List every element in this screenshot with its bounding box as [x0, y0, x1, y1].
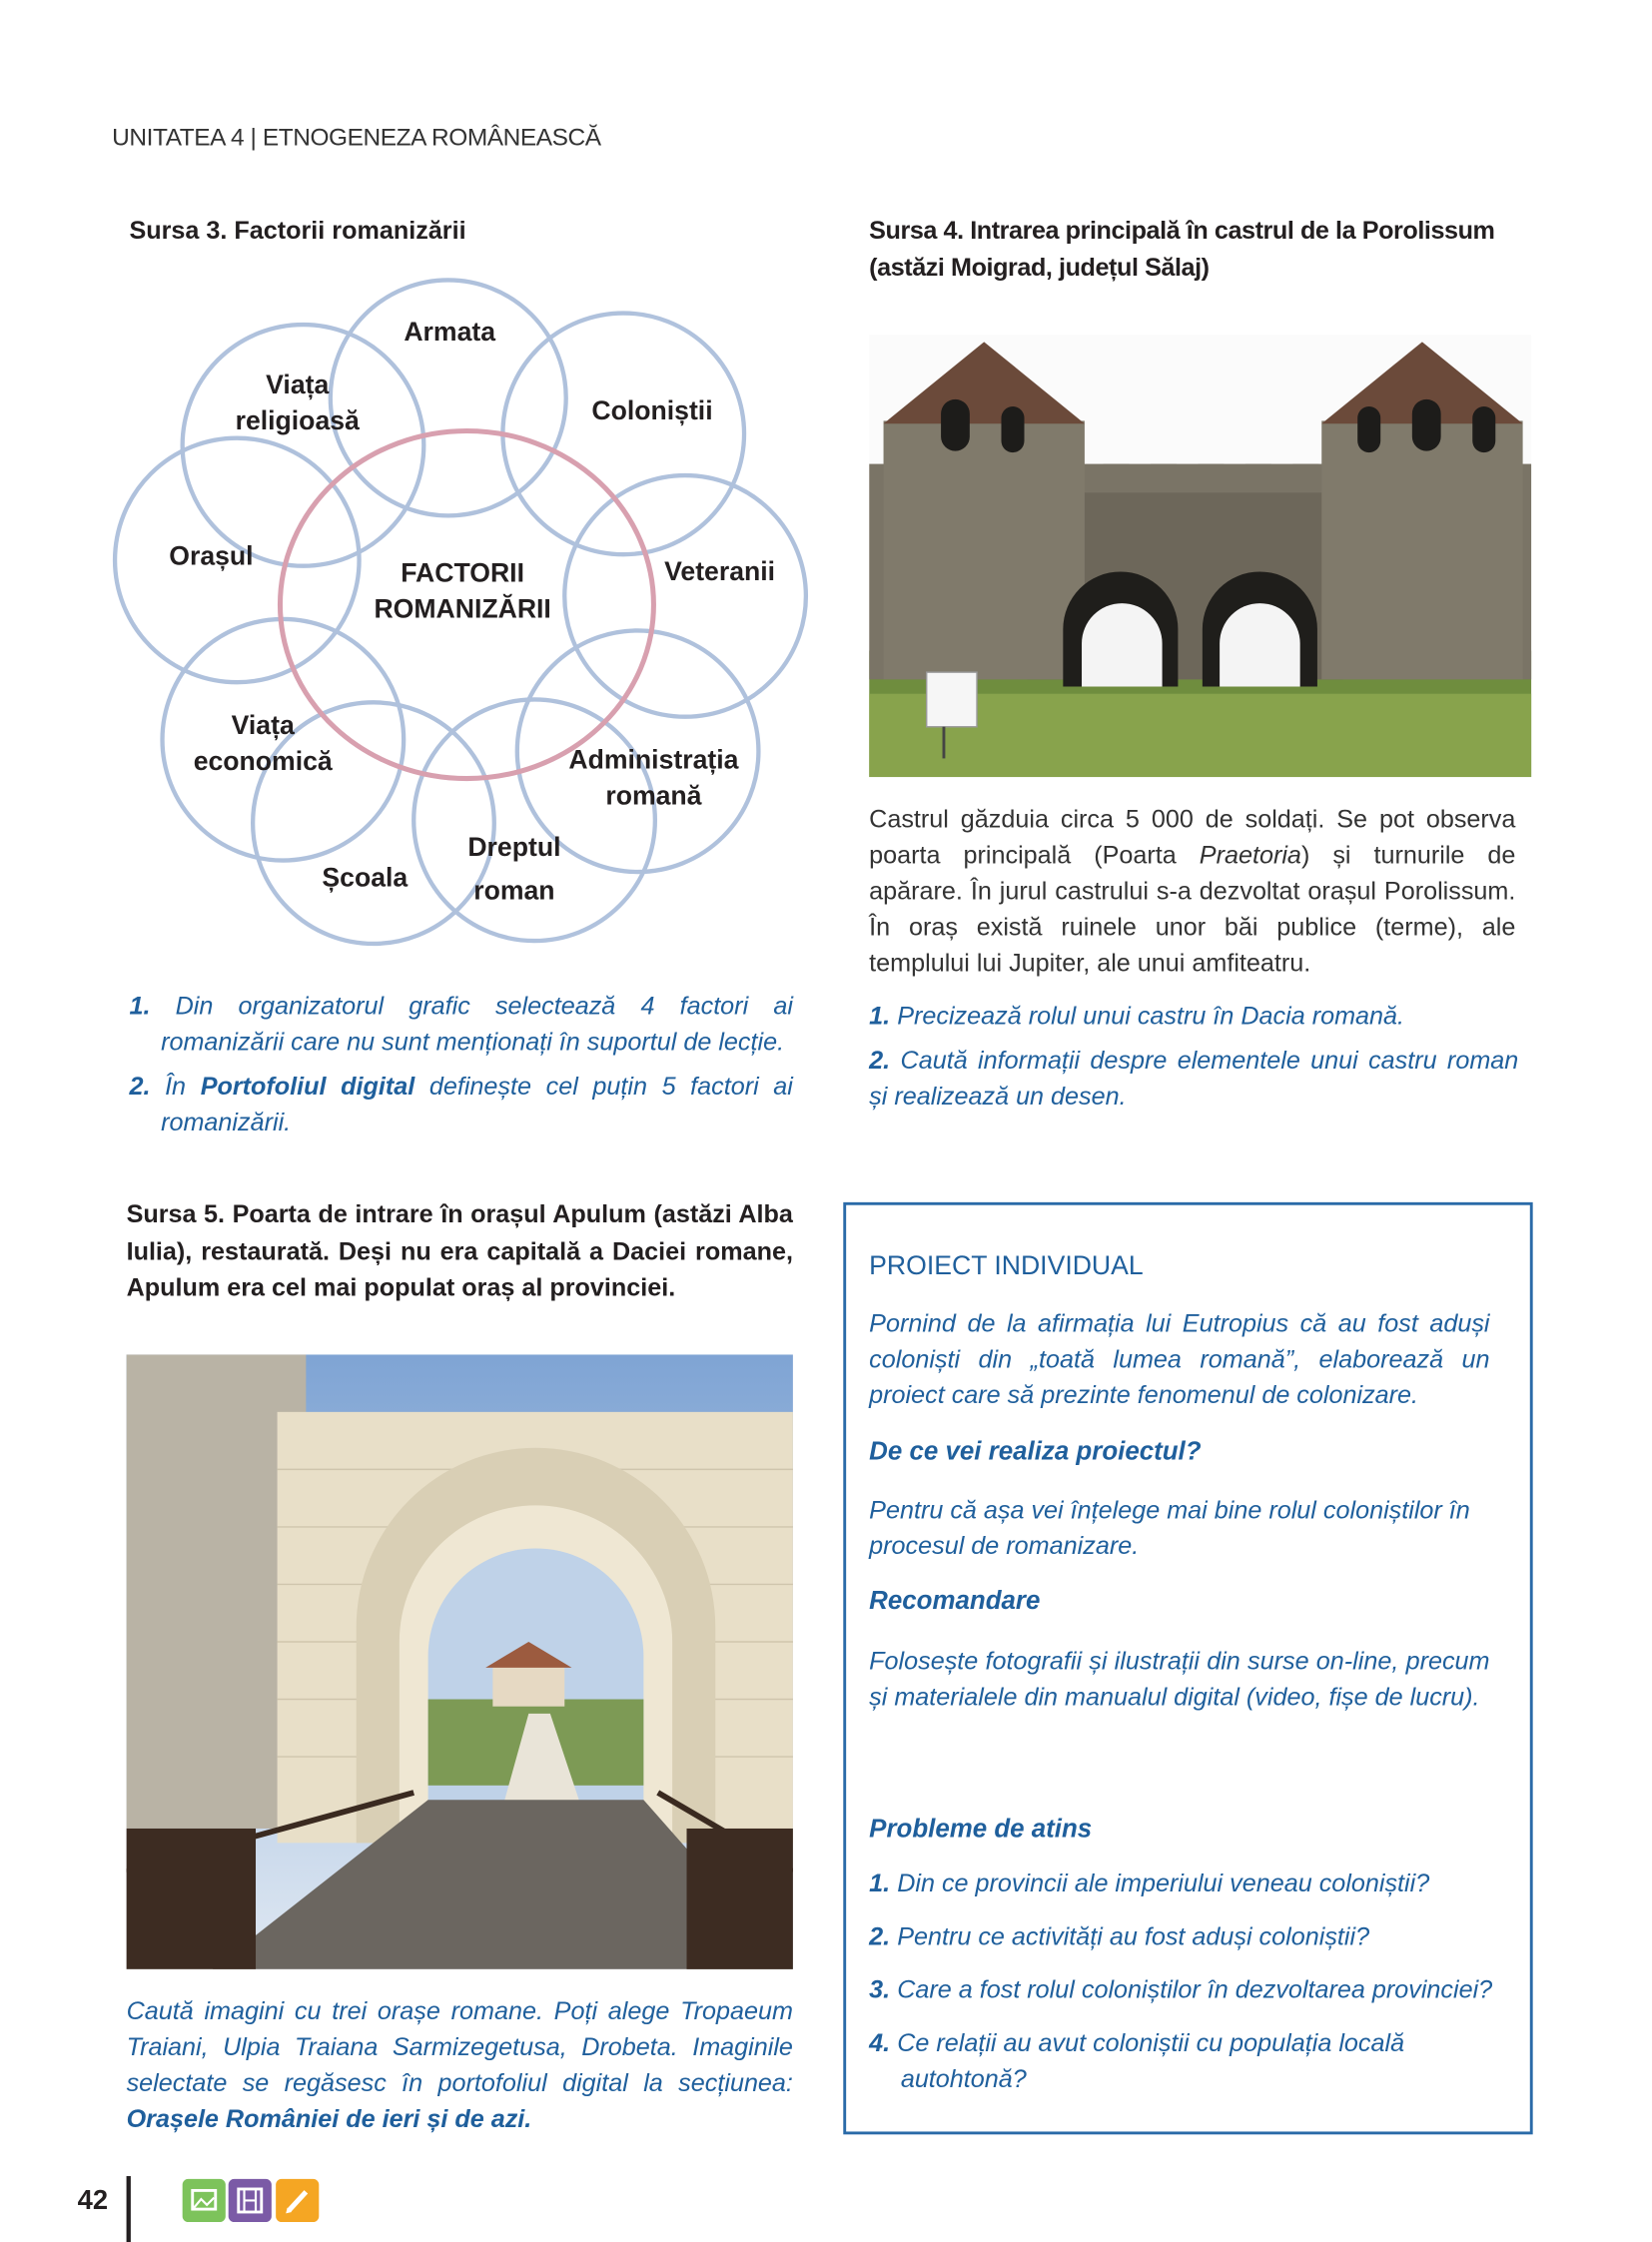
why-heading: De ce vei realiza proiectul?	[869, 1436, 1202, 1466]
question-item: 1. Din organizatorul grafic selectează 4 factori ai romanizării care nu sunt menționați în suportul de lecție.	[129, 991, 793, 1057]
recommendation-text: Folosește fotografii și ilustrații din surse on-line, precum și materialele din manualul digital (video, fișe de lucru).	[869, 1646, 1490, 1712]
porolissum-gate-photo	[869, 335, 1531, 777]
pencil-icon[interactable]	[276, 2179, 319, 2222]
problem-item: 2. Pentru ce activități au fost aduși coloniștii?	[869, 1921, 1370, 1951]
image-icon[interactable]	[183, 2179, 226, 2222]
source5-caption: Caută imagini cu trei orașe romane. Poți alege Tropaeum Traiani, Ulpia Traiana Sarmizegetusa, Drobeta. Imaginile selectate se regăsesc în portofoliul digital la secțiunea: Orașele României de ieri și de azi.	[126, 1996, 793, 2133]
portfolio-link[interactable]: Portofoliul digital	[200, 1071, 415, 1101]
circle-colonistii	[502, 314, 744, 555]
problems-list	[869, 1866, 1501, 2114]
question-item: 2. Caută informații despre elementele unui castru roman și realizează un desen.	[869, 1046, 1519, 1111]
project-intro: Pornind de la afirmația lui Eutropius că au fost aduși coloniști din „toată lumea romană”, elaborează un proiect care să prezinte fenomenul de colonizare.	[869, 1308, 1490, 1409]
individual-project-box	[843, 1202, 1532, 2134]
circle-veteranii	[564, 475, 806, 717]
factor-armata: Armata	[404, 316, 496, 347]
source4-description: Castrul găzduia circa 5 000 de soldați. Se pot observa poarta principală (Poarta Praetoria) și turnurile de apărare. În jurul castrului s-a dezvoltat orașul Porolissum. În oraș există ruinele unor băi publice (terme), ale templului lui Jupiter, ale unui amfiteatru.	[869, 804, 1516, 978]
diagram-center-label: FACTORII ROMANIZĂRII	[374, 557, 551, 624]
source4-questions	[869, 999, 1518, 1123]
problem-item: 3. Care a fost rolul coloniștilor în dezvoltarea provinciei?	[869, 1974, 1493, 2004]
factor-colonistii: Coloniștii	[591, 394, 713, 425]
apulum-gate-photo	[127, 1354, 793, 1969]
project-title: PROIECT INDIVIDUAL	[869, 1249, 1144, 1280]
question-item: 1. Precizează rolul unui castru în Dacia romană.	[869, 1001, 1405, 1031]
factor-viata-religioasa: Viața religioasă	[235, 369, 360, 435]
page-header: UNITATEA 4 | ETNOGENEZA ROMÂNEASCĂ	[112, 123, 601, 152]
page-number: 42	[77, 2186, 109, 2217]
unit-label: UNITATEA 4	[112, 123, 245, 152]
factor-administratia: Administrația romană	[568, 744, 739, 811]
problem-item: 1. Din ce provincii ale imperiului veneau coloniștii?	[869, 1868, 1430, 1897]
factor-viata-economica: Viața economică	[193, 709, 333, 776]
source5-title: Sursa 5. Poarta de intrare în orașul Apulum (astăzi Alba Iulia), restaurată. Deși nu era capitală a Daciei romane, Apulum era cel mai populat oraș al provinciei.	[126, 1198, 793, 1302]
source4-title: Sursa 4. Intrarea principală în castrul de la Porolissum (astăzi Moigrad, județul Sălaj)	[869, 215, 1495, 282]
question-item: 2. În Portofoliul digital definește cel puțin 5 factori ai romanizării.	[129, 1071, 793, 1136]
why-text: Pentru că așa vei înțelege mai bine rolul coloniștilor în procesul de romanizare.	[869, 1495, 1470, 1560]
factor-veteranii: Veteranii	[664, 555, 776, 586]
problems-heading: Probleme de atins	[869, 1814, 1093, 1844]
romanization-diagram	[0, 0, 862, 977]
unit-title: ETNOGENEZA ROMÂNEASCĂ	[262, 123, 601, 152]
source3-title: Sursa 3. Factorii romanizării	[129, 215, 466, 245]
problem-item: 4. Ce relații au avut coloniștii cu populația locală autohtonă?	[869, 2027, 1405, 2093]
source3-questions	[129, 989, 792, 1149]
portfolio-section-link[interactable]: Orașele României de ieri și de azi.	[126, 2104, 532, 2133]
footer-divider	[127, 2176, 131, 2242]
recommendation-heading: Recomandare	[869, 1585, 1041, 1615]
video-icon[interactable]	[229, 2179, 272, 2222]
factor-dreptul: Dreptul roman	[467, 831, 561, 906]
factor-orasul: Orașul	[169, 539, 254, 571]
factor-scoala: Școala	[322, 861, 409, 893]
